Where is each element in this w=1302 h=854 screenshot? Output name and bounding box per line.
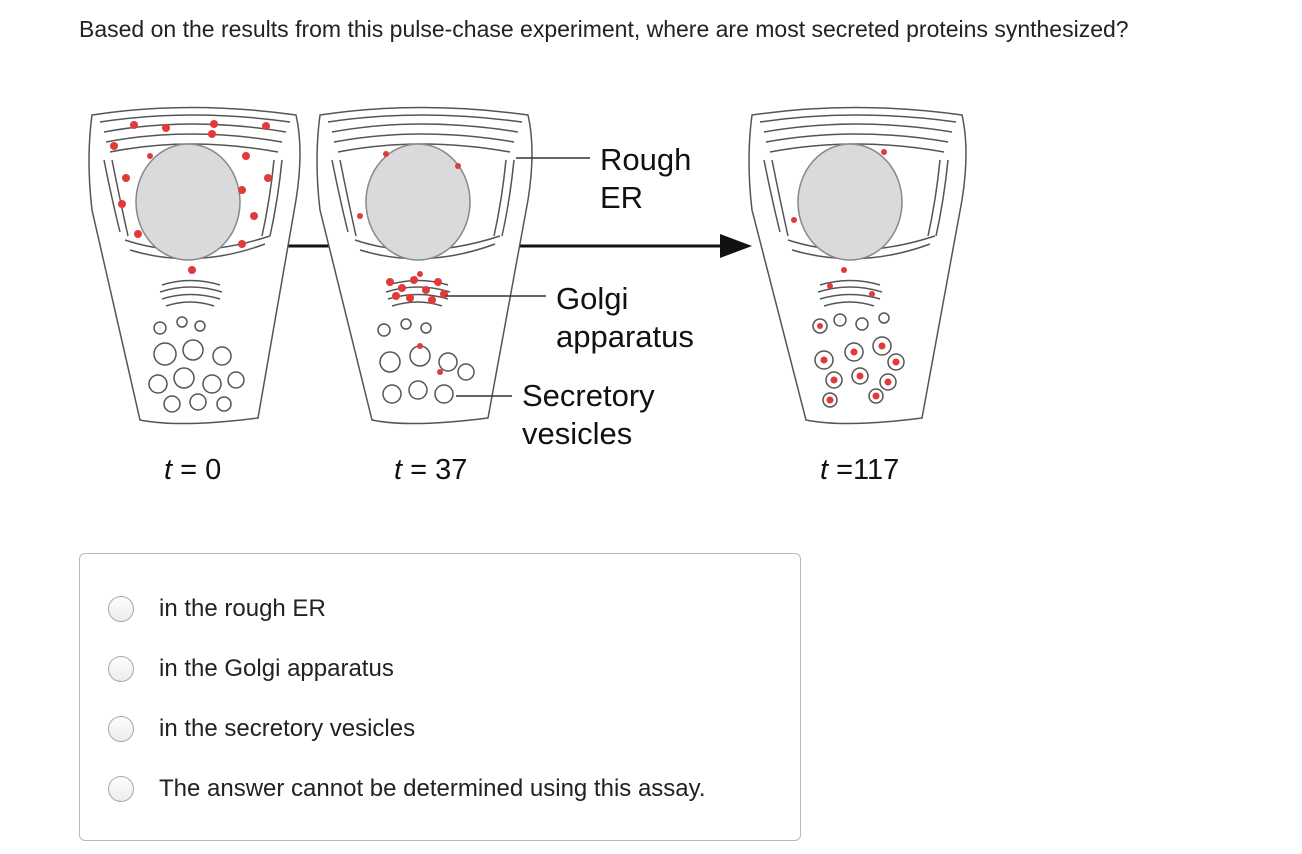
radio-button[interactable] (108, 656, 134, 682)
rough-er-label: Rough ER (600, 142, 692, 215)
answer-option-label[interactable]: in the Golgi apparatus (159, 655, 394, 682)
question-text: Based on the results from this pulse-chase experiment, where are most secreted proteins synthesized? (79, 16, 1129, 42)
secretory-vesicles-label: Secretory vesicles (522, 378, 655, 451)
answer-option-label[interactable]: in the secretory vesicles (159, 715, 416, 742)
answer-option-label[interactable]: in the rough ER (159, 595, 326, 622)
time-arrow-head (720, 234, 752, 258)
answer-option-secretory-vesicles[interactable] (108, 711, 415, 747)
timepoint-label-t117: t =117 (820, 454, 900, 486)
answer-choices-box (79, 553, 801, 841)
answer-option-rough-er[interactable] (108, 591, 326, 627)
answer-option-label[interactable]: The answer cannot be determined using this assay. (159, 775, 706, 802)
answer-option-cannot-determine[interactable] (108, 771, 706, 807)
radio-button[interactable] (108, 596, 134, 622)
timepoint-label-t0: t = 0 (164, 454, 222, 486)
radio-button[interactable] (108, 776, 134, 802)
cell-t37 (317, 108, 532, 424)
cell-t0 (89, 108, 300, 424)
radio-button[interactable] (108, 716, 134, 742)
answer-option-golgi[interactable] (108, 651, 394, 687)
timepoint-label-t37: t = 37 (394, 454, 468, 486)
golgi-label: Golgi apparatus (556, 281, 694, 354)
